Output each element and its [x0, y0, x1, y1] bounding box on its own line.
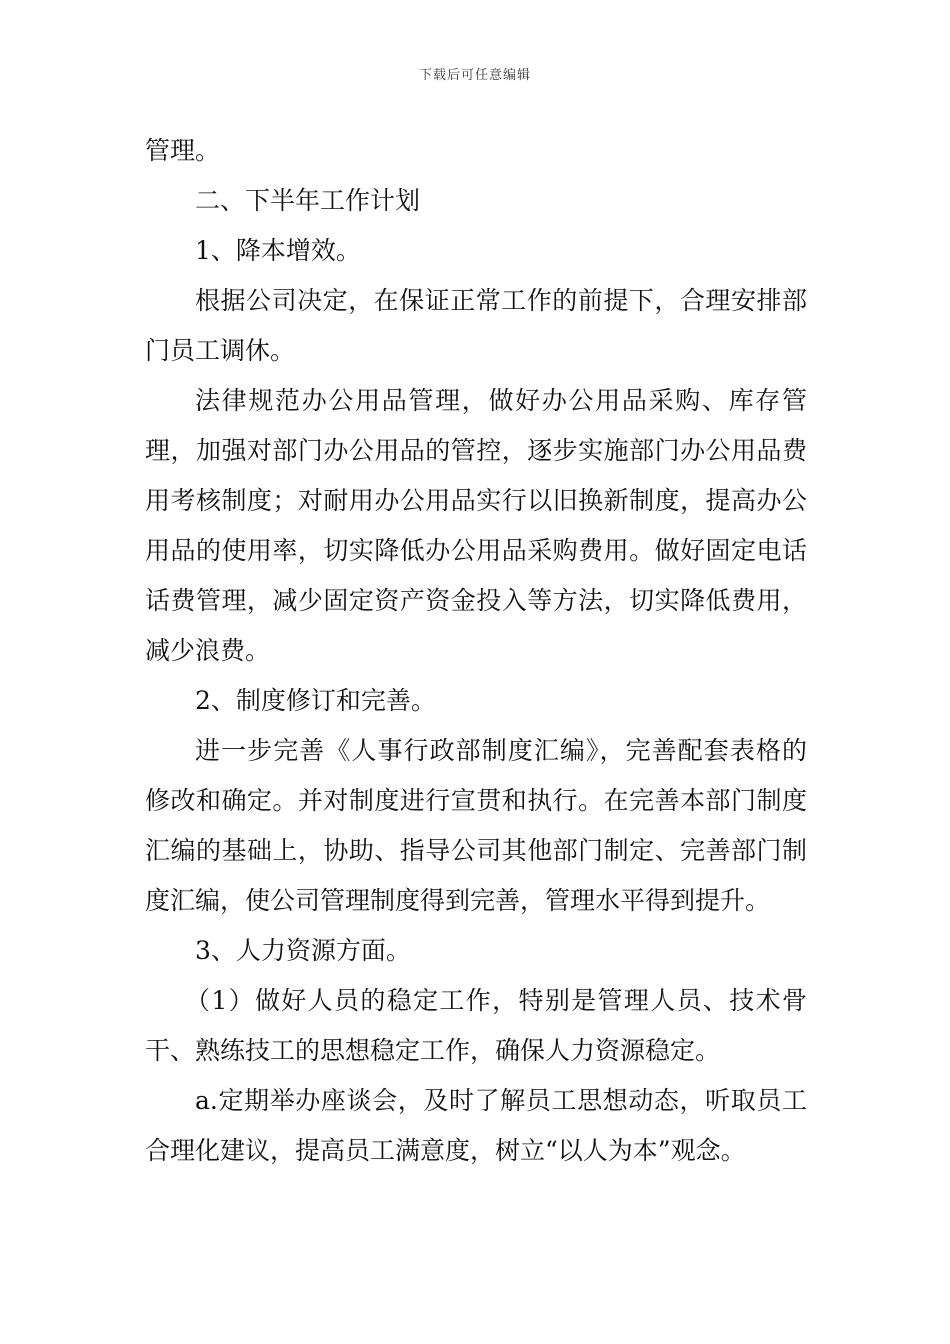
subheading-system-revision: 2、制度修订和完善。	[195, 686, 436, 715]
paragraph-system-compilation: 进一步完善《人事行政部制度汇编》，完善配套表格的修改和确定。并对制度进行宣贯和执行。在完善本部门制度汇编的基础上，协助、指导公司其他部门制定、完善部门制度汇编，使公司管理制度得到完善，管理水平得到提升。	[145, 736, 807, 915]
paragraph-office-supplies: 法律规范办公用品管理，做好办公用品采购、库存管理，加强对部门办公用品的管控，逐步实施部门办公用品费用考核制度；对耐用办公用品实行以旧换新制度，提高办公用品的使用率，切实降低办公用品采购费用。做好固定电话话费管理，减少固定资产资金投入等方法，切实降低费用，减少浪费。	[145, 386, 807, 665]
subheading-human-resources: 3、人力资源方面。	[195, 936, 411, 965]
paragraph-staff-leave: 根据公司决定，在保证正常工作的前提下，合理安排部门员工调休。	[145, 286, 807, 365]
subheading-cost-reduction: 1、降本增效。	[195, 236, 361, 265]
paragraph-continuation: 管理。	[145, 136, 221, 165]
paragraph-symposium: a.定期举办座谈会，及时了解员工思想动态，听取员工合理化建议，提高员工满意度，树立“以人为本”观念。	[145, 1086, 807, 1165]
paragraph-staff-stability: （1）做好人员的稳定工作，特别是管理人员、技术骨干、熟练技工的思想稳定工作，确保人力资源稳定。	[145, 986, 807, 1065]
section-heading-plan: 二、下半年工作计划	[195, 186, 421, 215]
document-body	[145, 126, 807, 1176]
page-header-note: 下载后可任意编辑	[418, 68, 531, 83]
